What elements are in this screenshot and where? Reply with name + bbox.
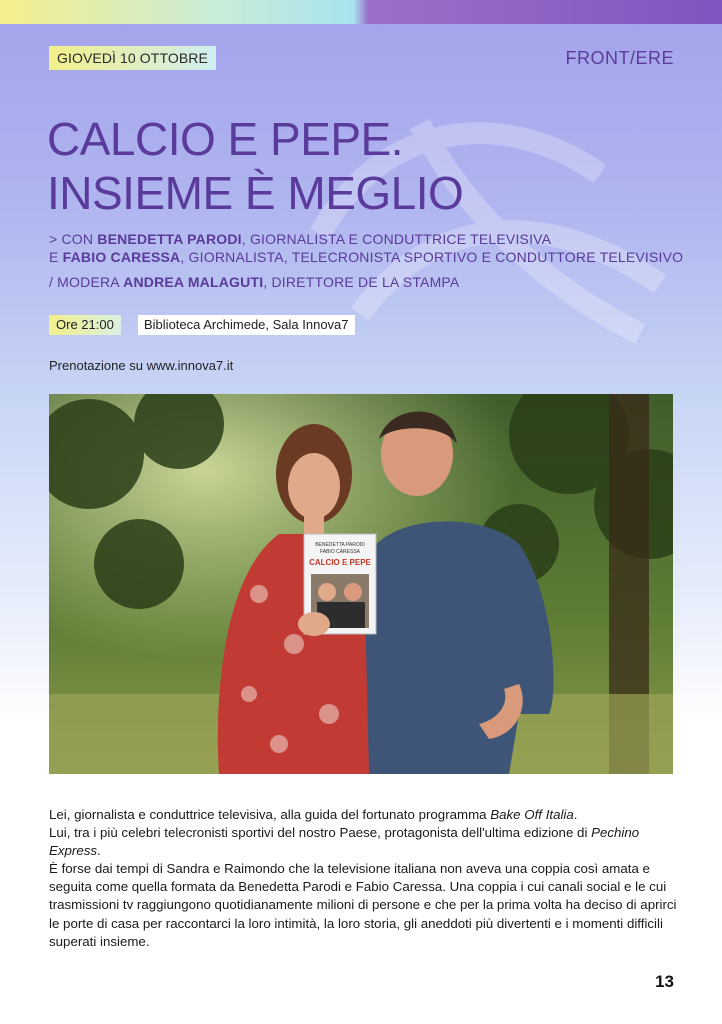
event-date-tag: GIOVEDÌ 10 OTTOBRE [49,46,216,70]
book-authors-2: FABIO CARESSA [319,549,361,555]
event-photo [49,394,673,774]
guest2-line: E FABIO CARESSA, GIORNALISTA, TELECRONISTA SPORTIVO E CONDUTTORE TELEVISIVO [49,248,684,265]
brand-logo-text: FRONT/ERE [565,48,674,68]
description-paragraph-3: È forse dai tempi di Sandra e Raimondo che la televisione italiana non aveva una coppia così amata e seguita come quella formata da Benedetta Parodi e Fabio Caressa. Una coppia i cui canali social e le cui trasmissioni tv raggiungono quotidianamente milioni di persone e che per la prima volta ha deciso di aprirci le porte di casa per raccontarci la loro intimità, la loro storia, gli aneddoti più divertenti e i momenti difficili superati insieme. [49,861,677,949]
event-title [47,112,463,220]
event-time-tag: Ore 21:00 [49,315,121,335]
description-paragraph-2: Lui, tra i più celebri telecronisti sportivi del nostro Paese, protagonista dell'ultima edizione di Pechino Express. [49,825,640,859]
moderator-line: / MODERA ANDREA MALAGUTI, DIRETTORE DE LA STAMPA [49,274,460,290]
description-paragraph-1: Lei, giornalista e conduttrice televisiva, alla guida del fortunato programma Bake Off Italia. [49,807,578,822]
program-name-2: Pechino Express [49,825,640,859]
book-authors-1: BENEDETTA PARODI [315,542,365,548]
event-credits [49,231,683,292]
page-number: 13 [655,972,674,991]
holding-hand [298,612,330,636]
book-title: CALCIO E PEPE [309,558,371,567]
top-gradient-bar [0,0,722,24]
moderator-name: ANDREA MALAGUTI [123,274,264,290]
event-title-line1: CALCIO E PEPE. [47,113,404,165]
guest1-name: BENEDETTA PARODI [97,231,242,247]
guest1-line: > CON BENEDETTA PARODI, GIORNALISTA E CONDUTTRICE TELEVISIVA [49,231,552,247]
event-title-line2: INSIEME È MEGLIO [47,167,464,219]
photo-illustration [49,394,673,774]
event-description [49,806,679,951]
program-name: Bake Off Italia [490,807,574,822]
event-venue-tag: Biblioteca Archimede, Sala Innova7 [138,315,355,335]
booking-info: Prenotazione su www.innova7.it [49,358,234,373]
guest2-name: FABIO CARESSA [62,248,181,265]
